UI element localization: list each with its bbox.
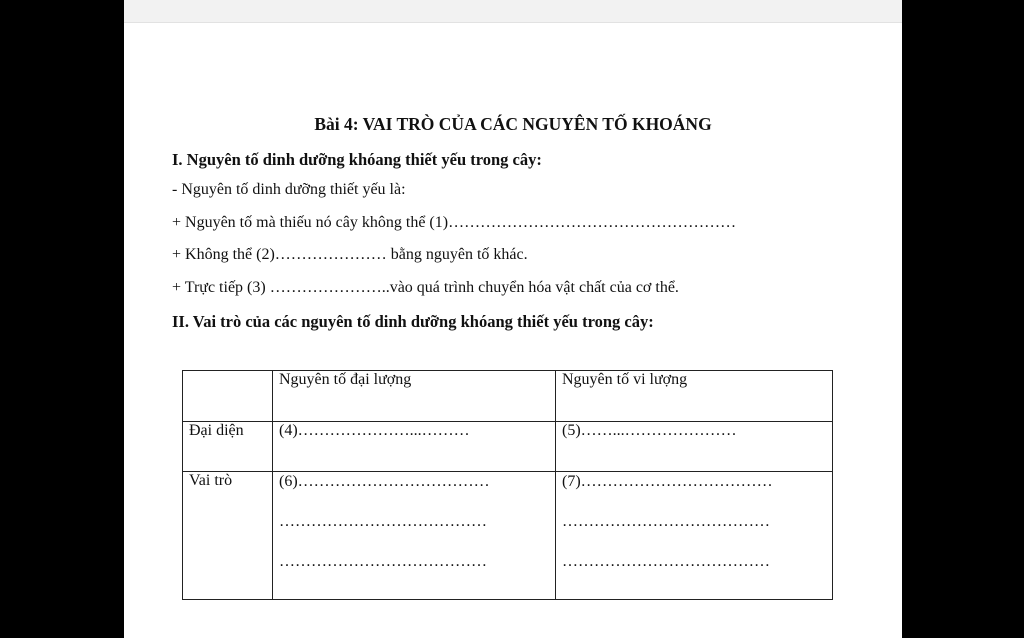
table-header-row (183, 371, 833, 422)
table-header-cell: Nguyên tố đại lượng (273, 371, 556, 422)
blank-line: (7)……………………………… (562, 473, 773, 490)
blank-line: ………………………………… (562, 513, 770, 530)
blank-1-line: + Nguyên tố mà thiếu nó cây không thể (1)……………………………………………… (172, 214, 737, 231)
blank-line: ………………………………… (279, 513, 487, 530)
table-row (183, 422, 833, 472)
table-cell: (4)…………………...……… (273, 422, 556, 472)
lesson-title: Bài 4: VAI TRÒ CỦA CÁC NGUYÊN TỐ KHOÁNG (314, 114, 712, 134)
table-cell (556, 472, 833, 600)
table-cell (273, 472, 556, 600)
row-label: Vai trò (183, 472, 273, 600)
table-cell: (5)……...………………… (556, 422, 833, 472)
row-label: Đại diện (183, 422, 273, 472)
table-header-cell (183, 371, 273, 422)
blank-line: ………………………………… (562, 553, 770, 570)
blank-line: (6)……………………………… (279, 473, 490, 490)
blank-2-line: + Không thể (2)………………… bằng nguyên tố khác. (172, 246, 528, 263)
table-header-cell: Nguyên tố vi lượng (556, 371, 833, 422)
document-page (124, 0, 902, 638)
section-2-heading: II. Vai trò của các nguyên tố dinh dưỡng khóang thiết yếu trong cây: (172, 312, 654, 331)
nutrient-role-table (182, 370, 833, 600)
page-separator (124, 0, 902, 23)
blank-3-line: + Trực tiếp (3) …………………..vào quá trình chuyển hóa vật chất của cơ thể. (172, 279, 679, 296)
table-row (183, 472, 833, 600)
blank-line: ………………………………… (279, 553, 487, 570)
section-1-heading: I. Nguyên tố dinh dưỡng khóang thiết yếu trong cây: (172, 150, 542, 169)
definition-line: - Nguyên tố dinh dưỡng thiết yếu là: (172, 181, 406, 198)
